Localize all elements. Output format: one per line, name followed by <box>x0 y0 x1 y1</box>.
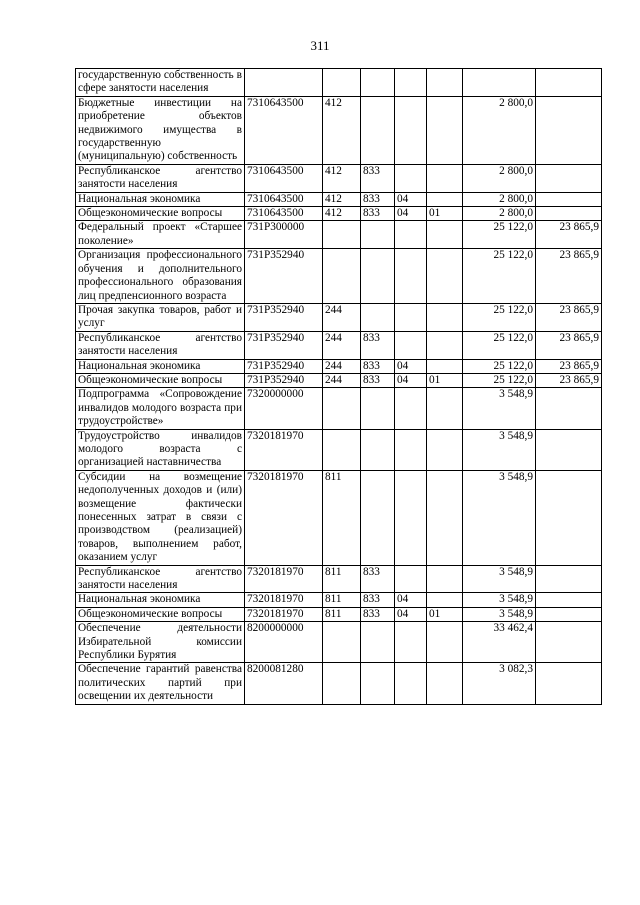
table-row <box>76 359 602 373</box>
cell-section-code: 04 <box>395 192 427 206</box>
cell-section-code: 04 <box>395 607 427 621</box>
cell-amount-year-2 <box>536 69 602 97</box>
cell-subsection-code <box>427 593 463 607</box>
table-body <box>76 69 602 705</box>
cell-subsection-code <box>427 164 463 192</box>
cell-amount-year-2: 23 865,9 <box>536 359 602 373</box>
cell-section-code <box>395 470 427 565</box>
cell-expense-type: 412 <box>323 164 361 192</box>
cell-amount-year-2: 23 865,9 <box>536 331 602 359</box>
cell-expense-type: 811 <box>323 470 361 565</box>
cell-item-name: Прочая закупка товаров, работ и услуг <box>76 303 245 331</box>
cell-expense-type: 412 <box>323 96 361 164</box>
cell-amount-year-1 <box>463 69 536 97</box>
cell-administrator-code <box>361 388 395 429</box>
cell-item-name: Субсидии на возмещение недополученных доходов и (или) возмещение фактически понесенных затрат в связи с производством (реализацией) товаров, выполнением работ, оказанием услуг <box>76 470 245 565</box>
cell-section-code: 04 <box>395 593 427 607</box>
cell-subsection-code <box>427 249 463 304</box>
cell-section-code <box>395 388 427 429</box>
cell-administrator-code <box>361 429 395 470</box>
cell-section-code <box>395 622 427 663</box>
cell-amount-year-2: 23 865,9 <box>536 249 602 304</box>
cell-amount-year-1: 3 082,3 <box>463 663 536 704</box>
cell-amount-year-2: 23 865,9 <box>536 221 602 249</box>
cell-amount-year-1: 25 122,0 <box>463 373 536 387</box>
cell-subsection-code <box>427 359 463 373</box>
cell-target-code: 7320181970 <box>245 607 323 621</box>
cell-expense-type: 811 <box>323 607 361 621</box>
cell-amount-year-2: 23 865,9 <box>536 373 602 387</box>
cell-administrator-code: 833 <box>361 207 395 221</box>
cell-subsection-code <box>427 622 463 663</box>
cell-subsection-code: 01 <box>427 373 463 387</box>
cell-item-name: Бюджетные инвестиции на приобретение объектов недвижимого имущества в государственную (муниципальную) собственность <box>76 96 245 164</box>
cell-target-code: 731P352940 <box>245 373 323 387</box>
cell-administrator-code <box>361 69 395 97</box>
cell-subsection-code: 01 <box>427 207 463 221</box>
cell-item-name: Республиканское агентство занятости населения <box>76 164 245 192</box>
cell-target-code: 8200000000 <box>245 622 323 663</box>
cell-section-code <box>395 164 427 192</box>
cell-expense-type: 244 <box>323 359 361 373</box>
cell-amount-year-1: 3 548,9 <box>463 470 536 565</box>
cell-amount-year-1: 2 800,0 <box>463 164 536 192</box>
cell-amount-year-2 <box>536 164 602 192</box>
cell-amount-year-1: 2 800,0 <box>463 96 536 164</box>
cell-amount-year-2 <box>536 192 602 206</box>
table-row <box>76 593 602 607</box>
cell-amount-year-1: 25 122,0 <box>463 221 536 249</box>
cell-subsection-code <box>427 470 463 565</box>
cell-section-code <box>395 303 427 331</box>
cell-item-name: государственную собственность в сфере занятости населения <box>76 69 245 97</box>
cell-item-name: Общеэкономические вопросы <box>76 207 245 221</box>
cell-amount-year-1: 25 122,0 <box>463 331 536 359</box>
cell-target-code: 7320000000 <box>245 388 323 429</box>
cell-expense-type: 244 <box>323 303 361 331</box>
cell-target-code: 731P352940 <box>245 331 323 359</box>
cell-item-name: Федеральный проект «Старшее поколение» <box>76 221 245 249</box>
cell-section-code <box>395 96 427 164</box>
cell-item-name: Республиканское агентство занятости населения <box>76 331 245 359</box>
table-row <box>76 663 602 704</box>
cell-item-name: Организация профессионального обучения и дополнительного профессионального образования лиц предпенсионного возраста <box>76 249 245 304</box>
cell-subsection-code <box>427 663 463 704</box>
cell-section-code <box>395 429 427 470</box>
cell-amount-year-1: 33 462,4 <box>463 622 536 663</box>
cell-amount-year-2 <box>536 207 602 221</box>
cell-amount-year-2 <box>536 565 602 593</box>
cell-target-code: 731P352940 <box>245 249 323 304</box>
cell-administrator-code <box>361 96 395 164</box>
cell-subsection-code <box>427 388 463 429</box>
cell-target-code <box>245 69 323 97</box>
table-row <box>76 429 602 470</box>
cell-amount-year-2 <box>536 429 602 470</box>
budget-table <box>75 68 602 705</box>
cell-target-code: 7320181970 <box>245 593 323 607</box>
cell-administrator-code: 833 <box>361 164 395 192</box>
cell-amount-year-2 <box>536 607 602 621</box>
cell-section-code <box>395 249 427 304</box>
cell-administrator-code <box>361 249 395 304</box>
cell-amount-year-1: 25 122,0 <box>463 249 536 304</box>
table-row <box>76 565 602 593</box>
cell-item-name: Национальная экономика <box>76 192 245 206</box>
page-number: 311 <box>310 38 330 53</box>
cell-section-code <box>395 69 427 97</box>
cell-target-code: 731P352940 <box>245 303 323 331</box>
cell-administrator-code: 833 <box>361 359 395 373</box>
cell-target-code: 7310643500 <box>245 207 323 221</box>
table-row <box>76 192 602 206</box>
cell-amount-year-1: 3 548,9 <box>463 593 536 607</box>
cell-section-code <box>395 331 427 359</box>
cell-subsection-code <box>427 221 463 249</box>
cell-section-code: 04 <box>395 207 427 221</box>
table-row <box>76 331 602 359</box>
table-row <box>76 96 602 164</box>
cell-section-code <box>395 565 427 593</box>
table-row <box>76 221 602 249</box>
cell-amount-year-1: 3 548,9 <box>463 565 536 593</box>
cell-target-code: 731P300000 <box>245 221 323 249</box>
cell-amount-year-1: 25 122,0 <box>463 359 536 373</box>
cell-target-code: 7310643500 <box>245 96 323 164</box>
cell-administrator-code: 833 <box>361 565 395 593</box>
cell-expense-type: 811 <box>323 593 361 607</box>
cell-amount-year-2 <box>536 663 602 704</box>
cell-administrator-code: 833 <box>361 373 395 387</box>
cell-amount-year-1: 3 548,9 <box>463 429 536 470</box>
cell-amount-year-1: 2 800,0 <box>463 207 536 221</box>
table-row <box>76 249 602 304</box>
cell-subsection-code: 01 <box>427 607 463 621</box>
cell-expense-type <box>323 221 361 249</box>
table-row <box>76 622 602 663</box>
cell-section-code: 04 <box>395 373 427 387</box>
cell-target-code: 7310643500 <box>245 164 323 192</box>
cell-administrator-code <box>361 470 395 565</box>
table-row <box>76 164 602 192</box>
cell-expense-type <box>323 429 361 470</box>
cell-expense-type: 412 <box>323 207 361 221</box>
table-row <box>76 69 602 97</box>
table-row <box>76 388 602 429</box>
cell-administrator-code: 833 <box>361 607 395 621</box>
cell-item-name: Общеэкономические вопросы <box>76 607 245 621</box>
cell-target-code: 7310643500 <box>245 192 323 206</box>
cell-administrator-code: 833 <box>361 331 395 359</box>
cell-expense-type: 244 <box>323 373 361 387</box>
cell-item-name: Республиканское агентство занятости населения <box>76 565 245 593</box>
cell-subsection-code <box>427 192 463 206</box>
cell-expense-type <box>323 388 361 429</box>
cell-target-code: 7320181970 <box>245 429 323 470</box>
cell-subsection-code <box>427 429 463 470</box>
cell-expense-type <box>323 622 361 663</box>
table-row <box>76 470 602 565</box>
cell-amount-year-2 <box>536 388 602 429</box>
cell-subsection-code <box>427 303 463 331</box>
cell-amount-year-2 <box>536 96 602 164</box>
cell-administrator-code <box>361 663 395 704</box>
cell-expense-type: 811 <box>323 565 361 593</box>
cell-amount-year-2: 23 865,9 <box>536 303 602 331</box>
cell-subsection-code <box>427 565 463 593</box>
cell-amount-year-2 <box>536 470 602 565</box>
cell-target-code: 7320181970 <box>245 470 323 565</box>
cell-item-name: Национальная экономика <box>76 593 245 607</box>
cell-subsection-code <box>427 69 463 97</box>
cell-target-code: 7320181970 <box>245 565 323 593</box>
cell-item-name: Национальная экономика <box>76 359 245 373</box>
table-row <box>76 373 602 387</box>
cell-expense-type <box>323 249 361 304</box>
cell-amount-year-1: 3 548,9 <box>463 607 536 621</box>
cell-item-name: Общеэкономические вопросы <box>76 373 245 387</box>
table-row <box>76 607 602 621</box>
cell-target-code: 731P352940 <box>245 359 323 373</box>
cell-administrator-code <box>361 303 395 331</box>
cell-expense-type <box>323 663 361 704</box>
cell-administrator-code: 833 <box>361 593 395 607</box>
cell-amount-year-2 <box>536 622 602 663</box>
cell-amount-year-1: 3 548,9 <box>463 388 536 429</box>
cell-item-name: Обеспечение гарантий равенства политических партий при освещении их деятельности <box>76 663 245 704</box>
cell-subsection-code <box>427 96 463 164</box>
cell-item-name: Трудоустройство инвалидов молодого возраста с организацией наставничества <box>76 429 245 470</box>
table-row <box>76 207 602 221</box>
cell-expense-type: 244 <box>323 331 361 359</box>
cell-subsection-code <box>427 331 463 359</box>
cell-target-code: 8200081280 <box>245 663 323 704</box>
cell-expense-type <box>323 69 361 97</box>
cell-section-code <box>395 663 427 704</box>
cell-administrator-code <box>361 622 395 663</box>
cell-administrator-code: 833 <box>361 192 395 206</box>
cell-item-name: Подпрограмма «Сопровождение инвалидов молодого возраста при трудоустройстве» <box>76 388 245 429</box>
cell-amount-year-1: 2 800,0 <box>463 192 536 206</box>
cell-amount-year-2 <box>536 593 602 607</box>
cell-section-code <box>395 221 427 249</box>
table-row <box>76 303 602 331</box>
cell-amount-year-1: 25 122,0 <box>463 303 536 331</box>
cell-administrator-code <box>361 221 395 249</box>
cell-section-code: 04 <box>395 359 427 373</box>
cell-expense-type: 412 <box>323 192 361 206</box>
cell-item-name: Обеспечение деятельности Избирательной комиссии Республики Бурятия <box>76 622 245 663</box>
